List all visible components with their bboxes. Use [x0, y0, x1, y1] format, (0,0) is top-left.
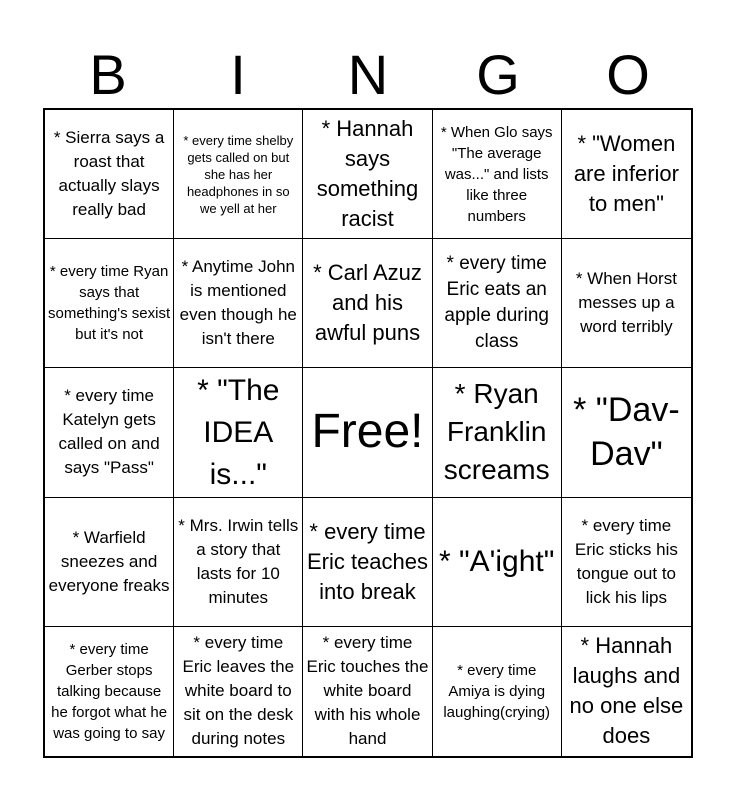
bingo-cell[interactable]: [45, 239, 174, 368]
cell-text: * Sierra says a roast that actually slays really bad: [53, 128, 165, 220]
bingo-cell[interactable]: [45, 368, 174, 497]
bingo-cell[interactable]: [562, 110, 691, 239]
bingo-cell[interactable]: [174, 110, 303, 239]
cell-text: * every time shelby gets called on but she has her headphones in so we yell at her: [183, 132, 294, 216]
bingo-cell[interactable]: [303, 110, 432, 239]
bingo-cell[interactable]: [433, 368, 562, 497]
cell-text: * every time Eric sticks his tongue out to lick his lips: [574, 515, 678, 607]
bingo-cell[interactable]: [45, 110, 174, 239]
cell-text: * Mrs. Irwin tells a story that lasts for 10 minutes: [178, 515, 299, 607]
bingo-cell[interactable]: [433, 498, 562, 627]
bingo-cell[interactable]: [303, 627, 432, 756]
cell-text: * Anytime John is mentioned even though he isn't there: [179, 257, 297, 349]
cell-text: * When Glo says "The average was..." and lists like three numbers: [440, 123, 553, 225]
header-letter-b: B: [89, 43, 127, 106]
cell-text: * Warfield sneezes and everyone freaks: [48, 527, 170, 595]
header-letter-o: O: [606, 43, 650, 106]
bingo-cell[interactable]: [174, 239, 303, 368]
header-letter-i: I: [230, 43, 246, 106]
bingo-cell[interactable]: [433, 627, 562, 756]
cell-text: * "A'ight": [438, 544, 555, 578]
bingo-cell[interactable]: [174, 368, 303, 497]
bingo-cell[interactable]: [45, 498, 174, 627]
cell-text: * every time Eric leaves the white board to sit on the desk during notes: [182, 633, 295, 749]
cell-text: * Carl Azuz and his awful puns: [313, 260, 422, 346]
cell-text: * Ryan Franklin screams: [443, 378, 550, 486]
cell-text: * every time Eric teaches into break: [306, 518, 429, 604]
bingo-cell[interactable]: [562, 498, 691, 627]
header-letter-g: G: [476, 43, 520, 106]
bingo-board: [43, 108, 693, 758]
bingo-cell[interactable]: [45, 627, 174, 756]
bingo-cell[interactable]: [303, 498, 432, 627]
bingo-cell[interactable]: [174, 627, 303, 756]
bingo-cell[interactable]: [433, 239, 562, 368]
bingo-cell[interactable]: [433, 110, 562, 239]
bingo-cell[interactable]: [562, 627, 691, 756]
cell-text: * every time Katelyn gets called on and says "Pass": [58, 386, 160, 478]
cell-text: * Hannah says something racist: [316, 116, 419, 232]
bingo-cell[interactable]: [562, 368, 691, 497]
cell-text: * When Horst messes up a word terribly: [575, 269, 677, 337]
cell-text: * every time Amiya is dying laughing(crying): [443, 661, 551, 721]
cell-text: * every time Eric touches the white board with his whole hand: [306, 633, 429, 749]
bingo-cell[interactable]: [303, 239, 432, 368]
header-letter-n: N: [347, 43, 389, 106]
cell-text: * "Women are inferior to men": [573, 131, 679, 217]
cell-text: * Hannah laughs and no one else does: [569, 633, 684, 749]
free-space-text: Free!: [311, 405, 424, 459]
cell-text: * "Dav-Dav": [573, 391, 680, 474]
bingo-cell[interactable]: [174, 498, 303, 627]
cell-text: * every time Eric eats an apple during class: [444, 253, 549, 353]
free-space[interactable]: [303, 368, 432, 497]
cell-text: * every time Gerber stops talking because he forgot what he was going to say: [51, 640, 168, 742]
bingo-header: [43, 42, 693, 108]
cell-text: * every time Ryan says that something's sexist but it's not: [48, 263, 171, 344]
cell-text: * "The IDEA is...": [197, 373, 280, 491]
bingo-cell[interactable]: [562, 239, 691, 368]
